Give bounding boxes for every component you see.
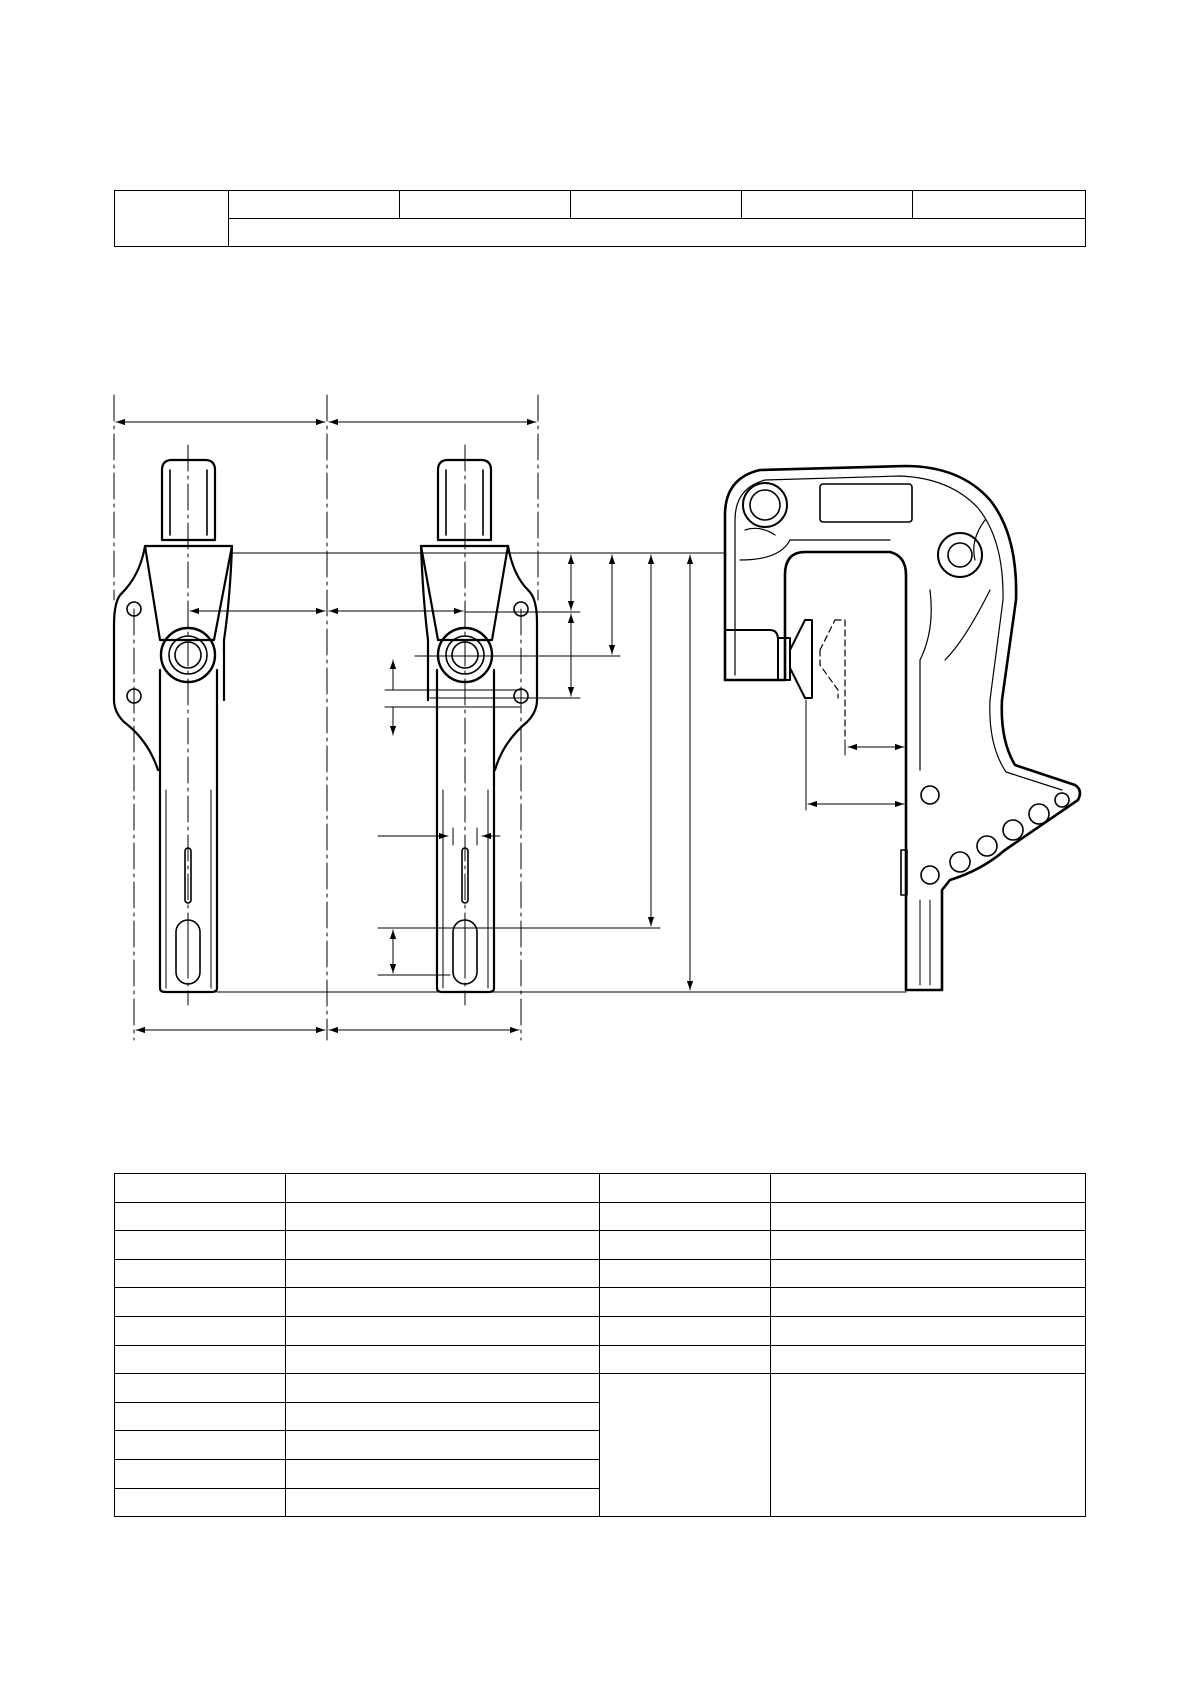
table-cell — [600, 1316, 771, 1345]
table-cell — [286, 1202, 600, 1231]
table-cell — [115, 1202, 286, 1231]
view-centerlines — [114, 395, 538, 1040]
table-cell — [286, 1431, 600, 1460]
table-merged-cell — [600, 1374, 771, 1517]
table-cell — [600, 1259, 771, 1288]
table-cell — [286, 1288, 600, 1317]
table-row — [115, 1316, 1086, 1345]
table-merged-cell — [771, 1374, 1086, 1517]
table-cell — [286, 1259, 600, 1288]
table-row — [115, 1231, 1086, 1260]
table-cell — [115, 1459, 286, 1488]
table-cell — [600, 1231, 771, 1260]
table-cell — [115, 1316, 286, 1345]
table-cell — [115, 1402, 286, 1431]
table-cell — [771, 1259, 1086, 1288]
table-cell — [771, 1288, 1086, 1317]
front-view-left — [114, 445, 232, 1005]
table-cell — [115, 1231, 286, 1260]
table-cell — [600, 1174, 771, 1203]
table-row — [115, 1288, 1086, 1317]
table-cell — [115, 1431, 286, 1460]
table-row — [115, 1202, 1086, 1231]
table-cell — [600, 1288, 771, 1317]
table-cell — [115, 1374, 286, 1403]
table-row — [115, 1259, 1086, 1288]
table-cell — [115, 1288, 286, 1317]
table-cell — [771, 1231, 1086, 1260]
table-cell — [771, 1345, 1086, 1374]
table-row — [115, 1174, 1086, 1203]
spec-table — [114, 1173, 1086, 1517]
table-cell — [286, 1231, 600, 1260]
table-row — [115, 1374, 1086, 1403]
table-cell — [286, 1174, 600, 1203]
table-cell — [115, 1174, 286, 1203]
table-cell — [771, 1316, 1086, 1345]
table-cell — [771, 1174, 1086, 1203]
table-cell — [286, 1316, 600, 1345]
table-cell — [115, 1259, 286, 1288]
table-cell — [115, 1488, 286, 1517]
dimension-lines — [116, 422, 906, 1030]
side-view-clamp-frame — [725, 466, 1080, 990]
table-cell — [286, 1345, 600, 1374]
table-cell — [286, 1488, 600, 1517]
table-cell — [286, 1374, 600, 1403]
table-cell — [286, 1459, 600, 1488]
front-view-middle — [421, 445, 537, 1005]
table-cell — [600, 1345, 771, 1374]
table-cell — [286, 1402, 600, 1431]
table-cell — [115, 1345, 286, 1374]
table-cell — [771, 1202, 1086, 1231]
table-cell — [600, 1202, 771, 1231]
table-row — [115, 1345, 1086, 1374]
